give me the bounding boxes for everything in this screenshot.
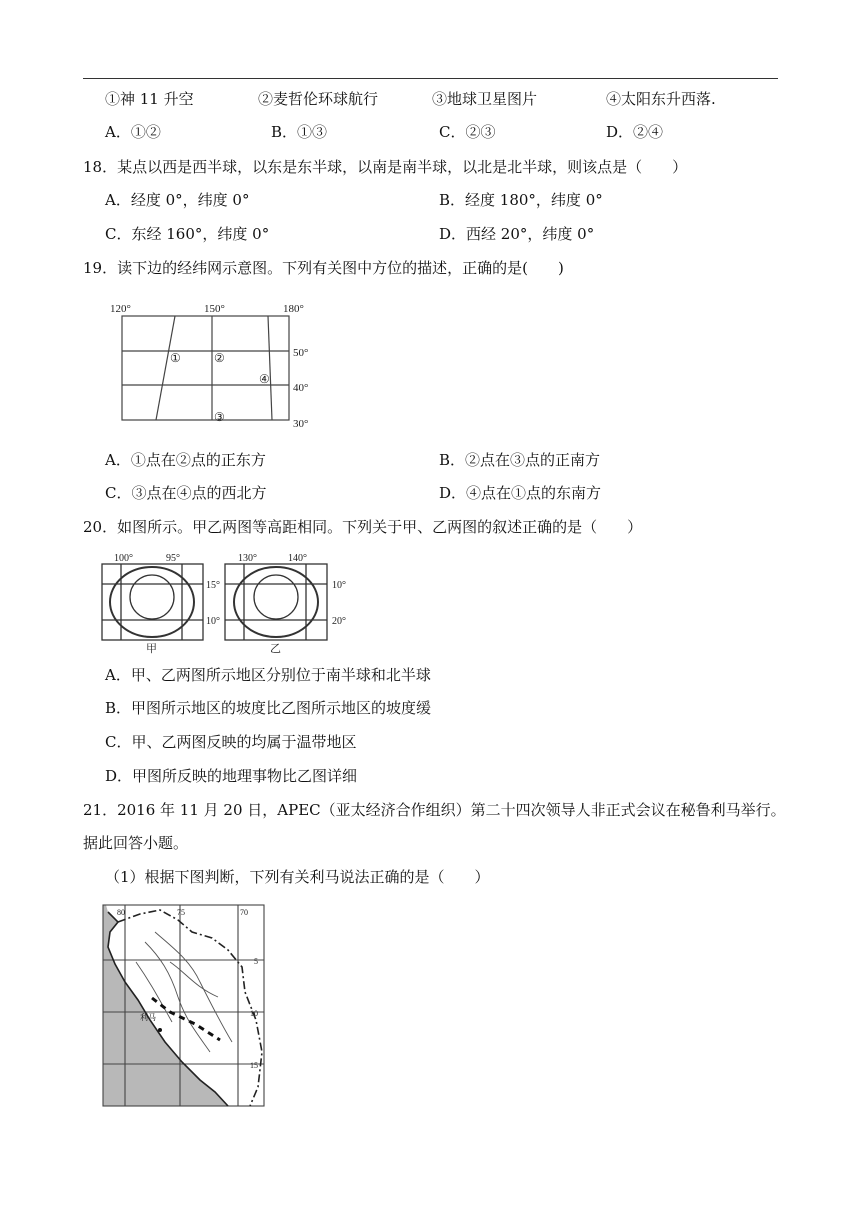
- jia-label: 甲: [146, 643, 157, 655]
- q19-option-d[interactable]: D．④点在①点的东南方: [439, 484, 602, 502]
- map-lat-5: 5: [254, 957, 258, 966]
- q19-option-a[interactable]: A．①点在②点的正东方: [105, 451, 266, 469]
- q20-option-a[interactable]: A．甲、乙两图所示地区分别位于南半球和北半球: [105, 666, 431, 684]
- q17-option-a[interactable]: A．①②: [105, 123, 161, 141]
- lon-label-120: 120°: [110, 303, 131, 315]
- yi-lat-10: 10°: [332, 580, 346, 591]
- map-lat-15: 15: [250, 1061, 258, 1070]
- q19-stem: 19．读下边的经纬网示意图。下列有关图中方位的描述，正确的是( ): [83, 259, 564, 277]
- q18-stem: 18．某点以西是西半球，以东是东半球，以南是南半球，以北是北半球，则该点是（ ）: [83, 158, 688, 176]
- jia-lat-15: 15°: [206, 580, 220, 591]
- peru-map: [100, 902, 270, 1112]
- q21-stem-line1: 21．2016 年 11 月 20 日，APEC（亚太经济合作组织）第二十四次领导人非正式会议在秘鲁利马举行。: [83, 801, 786, 819]
- q17-option-c[interactable]: C．②③: [439, 123, 496, 141]
- lat-label-50: 50°: [293, 347, 309, 359]
- point-3: ③: [214, 410, 225, 424]
- map-lat-10: 10: [250, 1009, 258, 1018]
- q21-sub1: （1）根据下图判断，下列有关利马说法正确的是（ ）: [105, 868, 490, 886]
- q18-option-b[interactable]: B．经度 180°，纬度 0°: [439, 191, 603, 209]
- lima-marker: [158, 1028, 162, 1032]
- map-lon-70: 70: [240, 908, 248, 917]
- lon-label-180: 180°: [283, 303, 304, 315]
- jia-lon-100: 100°: [114, 553, 133, 564]
- jia-lon-95: 95°: [166, 553, 180, 564]
- jia-lat-10: 10°: [206, 616, 220, 627]
- q20-option-c[interactable]: C．甲、乙两图反映的均属于温带地区: [105, 733, 357, 751]
- q21-stem-line2: 据此回答小题。: [83, 834, 189, 852]
- lat-label-40: 40°: [293, 382, 309, 394]
- map-lon-75: 75: [177, 908, 185, 917]
- q20-stem: 20．如图所示。甲乙两图等高距相同。下列关于甲、乙两图的叙述正确的是（ ）: [83, 518, 643, 536]
- q20-option-b[interactable]: B．甲图所示地区的坡度比乙图所示地区的坡度缓: [105, 699, 432, 717]
- point-2: ②: [214, 351, 225, 365]
- point-4: ④: [259, 372, 270, 386]
- lima-label: 利马: [140, 1013, 156, 1022]
- q17-item-3: ③地球卫星图片: [432, 90, 538, 108]
- contour-figures: [98, 550, 358, 655]
- lon-label-150: 150°: [204, 303, 225, 315]
- q20-option-d[interactable]: D．甲图所反映的地理事物比乙图详细: [105, 767, 358, 785]
- q18-option-d[interactable]: D．西经 20°，纬度 0°: [439, 225, 595, 243]
- yi-label: 乙: [270, 643, 281, 655]
- yi-lon-140: 140°: [288, 553, 307, 564]
- yi-lat-20: 20°: [332, 616, 346, 627]
- graticule-figure: [100, 296, 325, 436]
- q19-option-b[interactable]: B．②点在③点的正南方: [439, 451, 601, 469]
- q17-option-d[interactable]: D．②④: [606, 123, 664, 141]
- q18-option-c[interactable]: C．东经 160°，纬度 0°: [105, 225, 270, 243]
- q17-item-2: ②麦哲伦环球航行: [258, 90, 379, 108]
- q17-item-4: ④太阳东升西落.: [606, 90, 716, 108]
- map-lon-80: 80: [117, 908, 125, 917]
- yi-lon-130: 130°: [238, 553, 257, 564]
- lat-label-30: 30°: [293, 418, 309, 430]
- q19-option-c[interactable]: C．③点在④点的西北方: [105, 484, 267, 502]
- header-rule: [83, 78, 778, 79]
- point-1: ①: [170, 351, 181, 365]
- q18-option-a[interactable]: A．经度 0°，纬度 0°: [105, 191, 250, 209]
- q17-option-b[interactable]: B．①③: [271, 123, 328, 141]
- q17-item-1: ①神 11 升空: [105, 90, 194, 108]
